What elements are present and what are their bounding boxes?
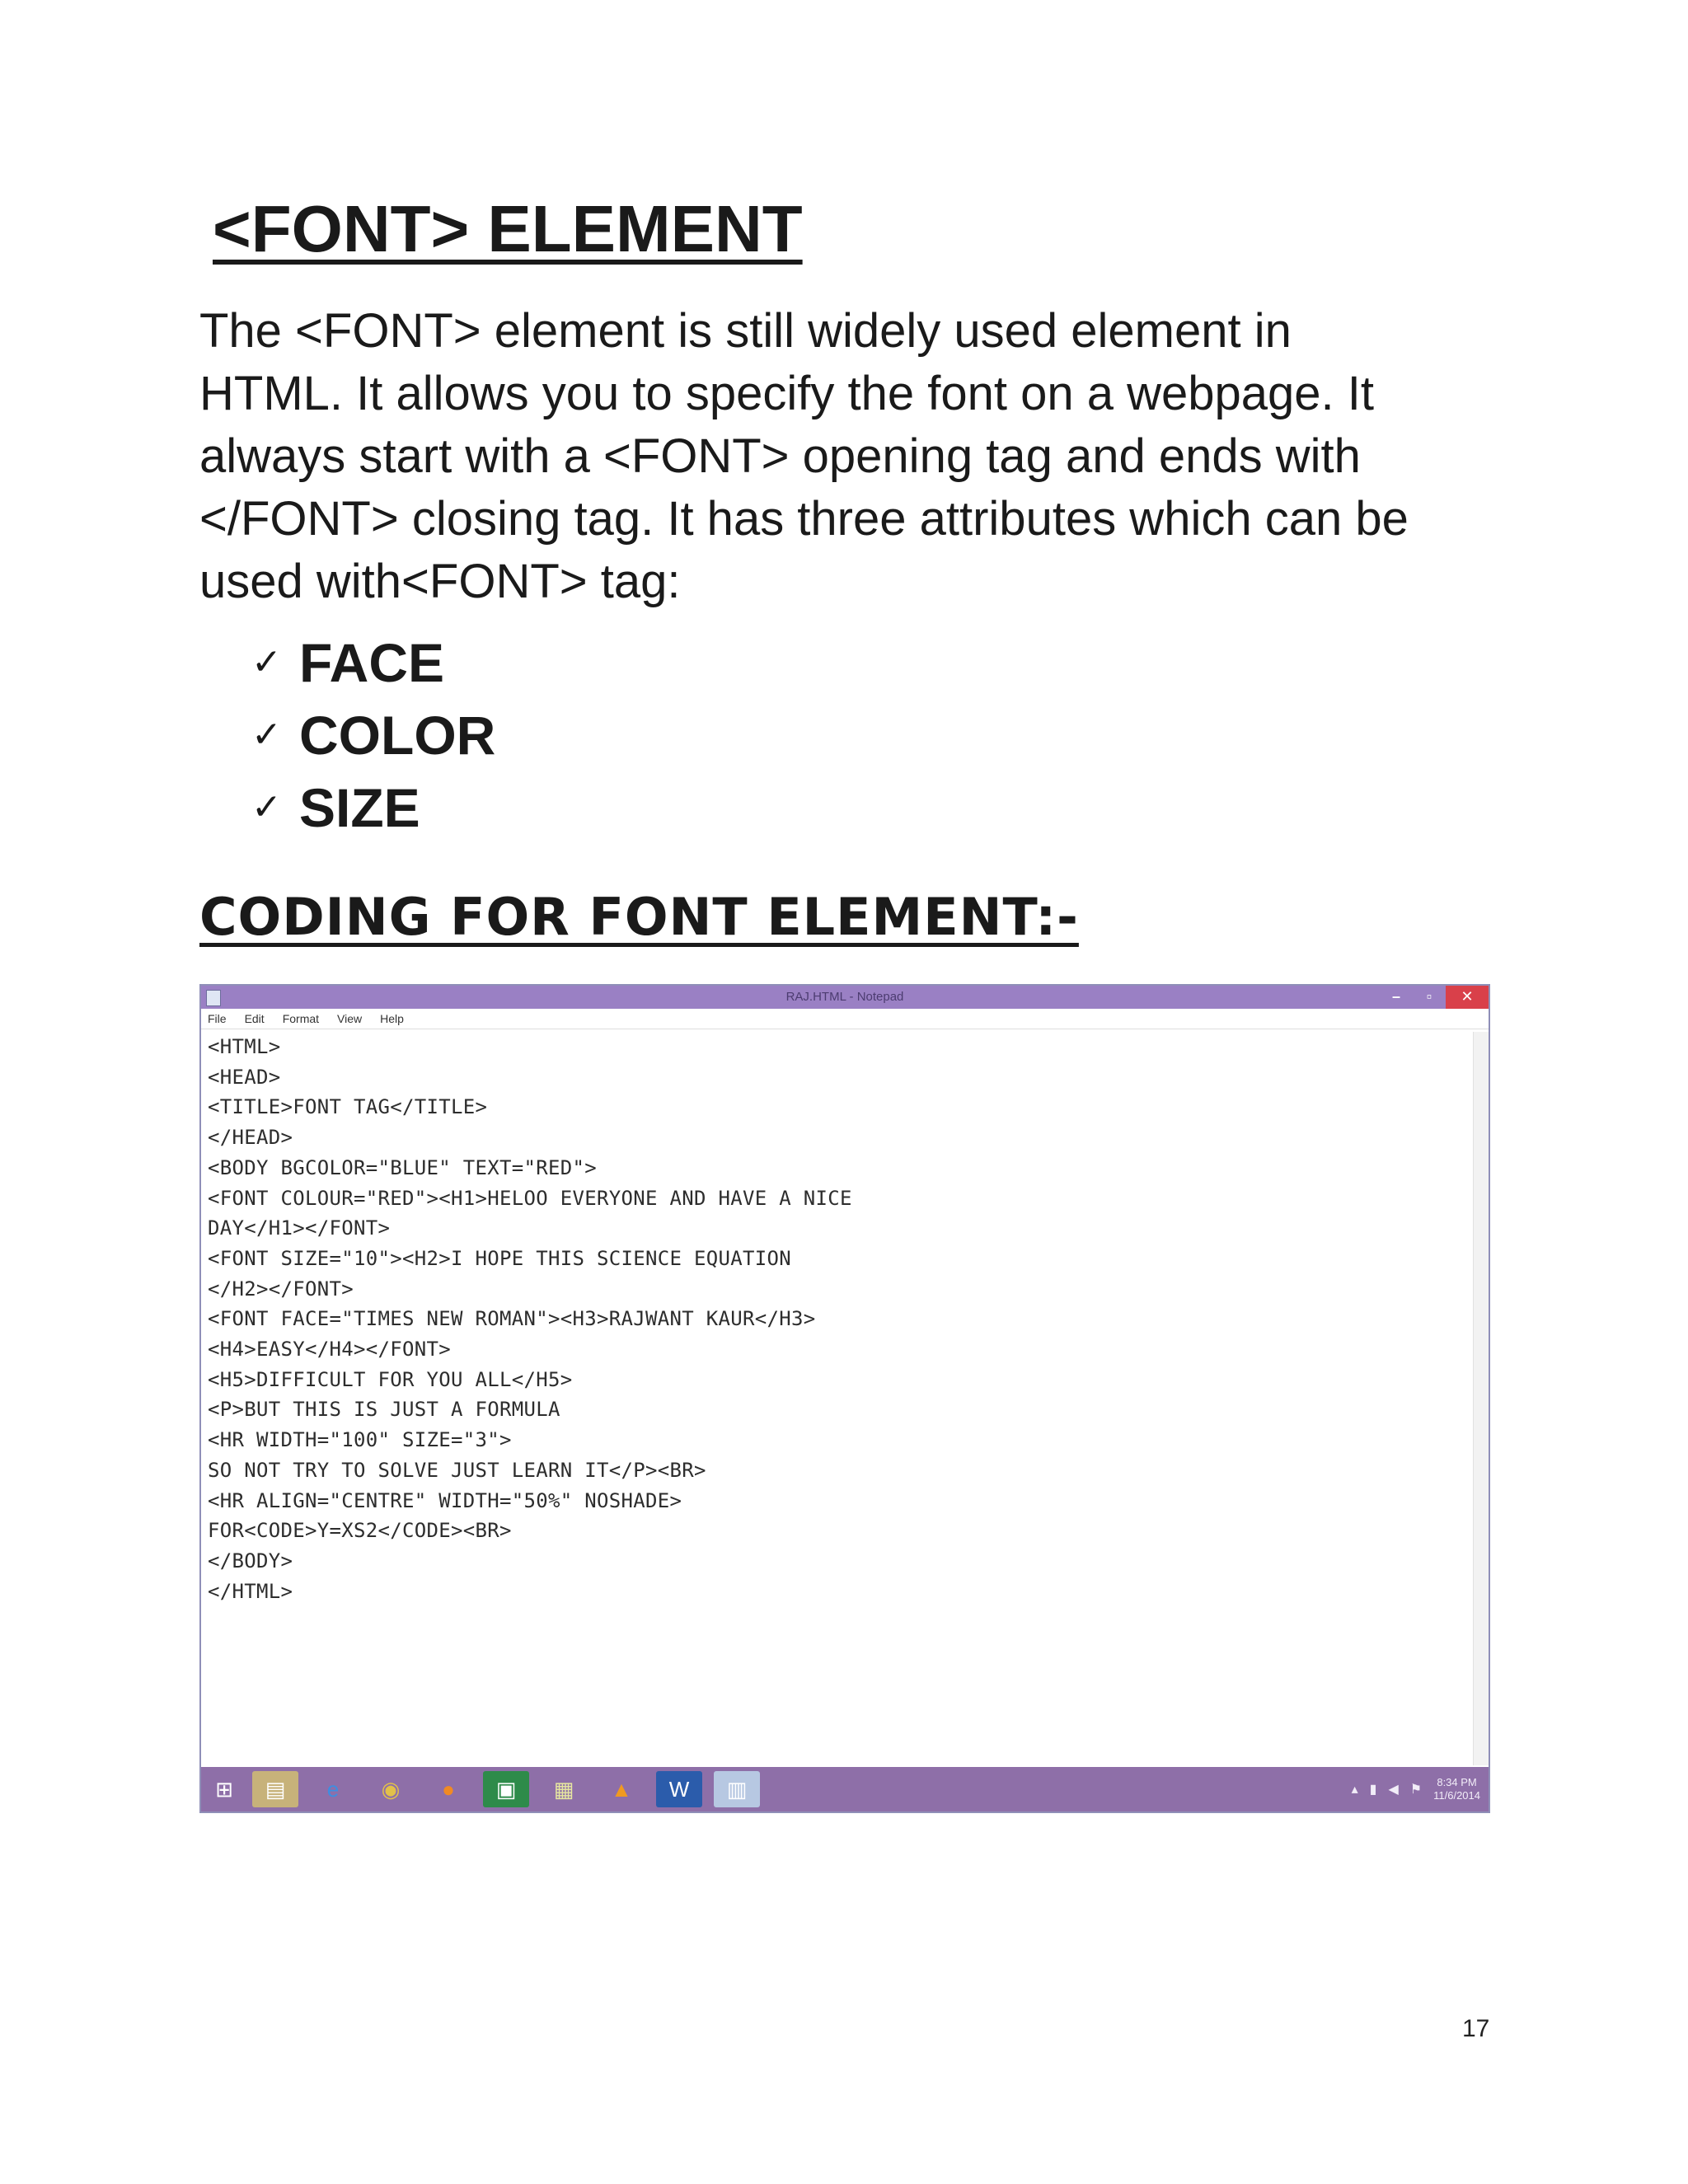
menu-view[interactable]: View bbox=[337, 1012, 363, 1025]
attribute-item bbox=[251, 626, 495, 699]
intro-line: HTML. It allows you to specify the font on a webpage. It bbox=[199, 367, 1374, 420]
menu-help[interactable]: Help bbox=[380, 1012, 404, 1025]
notepad-screenshot bbox=[199, 984, 1490, 1813]
intro-paragraph bbox=[199, 300, 1485, 613]
page-number: 17 bbox=[1462, 2015, 1490, 2042]
coding-heading: CODING FOR FONT ELEMENT:- bbox=[199, 887, 1079, 947]
taskbar bbox=[201, 1767, 1489, 1811]
attribute-item bbox=[251, 771, 495, 844]
calculator-icon[interactable]: ▦ bbox=[553, 1776, 574, 1802]
internet-explorer-icon[interactable]: e bbox=[326, 1776, 340, 1802]
taskbar-clock[interactable] bbox=[1433, 1776, 1480, 1802]
vlc-icon[interactable]: ▲ bbox=[611, 1776, 632, 1802]
attribute-item bbox=[251, 699, 495, 771]
checkmark-icon: ✓ bbox=[251, 714, 282, 756]
attribute-label: SIZE bbox=[299, 777, 420, 838]
firefox-icon[interactable]: ● bbox=[442, 1776, 455, 1802]
system-tray bbox=[1352, 1767, 1480, 1811]
attribute-label: COLOR bbox=[299, 705, 496, 766]
intro-line: The <FONT> element is still widely used element in bbox=[199, 304, 1292, 358]
checkmark-icon: ✓ bbox=[251, 786, 282, 828]
menu-format[interactable]: Format bbox=[282, 1012, 320, 1025]
menu-edit[interactable]: Edit bbox=[244, 1012, 265, 1025]
minimize-icon[interactable]: – bbox=[1391, 988, 1400, 1005]
menu-bar bbox=[201, 1009, 1489, 1029]
vertical-scrollbar[interactable] bbox=[1473, 1032, 1489, 1765]
word-icon[interactable]: W bbox=[656, 1771, 702, 1807]
maximize-icon[interactable]: ▫ bbox=[1426, 988, 1432, 1005]
store-icon[interactable]: ▣ bbox=[483, 1771, 529, 1807]
window-titlebar bbox=[201, 986, 1489, 1009]
tray-arrow-icon[interactable]: ▴ bbox=[1351, 1783, 1358, 1797]
chrome-icon[interactable]: ◉ bbox=[381, 1776, 401, 1802]
volume-icon[interactable]: ◀ bbox=[1388, 1783, 1399, 1797]
clock-date: 11/6/2014 bbox=[1433, 1789, 1480, 1802]
code-editor[interactable]: <HTML> <HEAD> <TITLE>FONT TAG</TITLE> </HEAD> <BODY BGCOLOR="BLUE" TEXT="RED"> <FONT COLOUR="RED"><H1>HELOO EVERYONE AND HAVE A NICE DAY</H1></FONT> <FONT SIZE="10"><H2>I HOPE THIS SCIENCE EQUATION </H2></FONT> <FONT FACE="TIMES NEW ROMAN"><H3>RAJWANT KAUR</H3> <H4>EASY</H4></FONT> <H5>DIFFICULT FOR YOU ALL</H5> <P>BUT THIS IS JUST A FORMULA <HR WIDTH="100" SIZE="3"> SO NOT TRY TO SOLVE JUST LEARN IT</P><BR> <HR ALIGN="CENTRE" WIDTH="50%" NOSHADE> FOR<CODE>Y=XS2</CODE><BR> </BODY> </HTML> bbox=[208, 1035, 852, 1603]
page-heading: <FONT> ELEMENT bbox=[213, 192, 803, 265]
network-icon[interactable]: ▮ bbox=[1369, 1783, 1377, 1797]
close-icon[interactable]: ✕ bbox=[1446, 986, 1489, 1009]
window-title: RAJ.HTML - Notepad bbox=[785, 990, 904, 1004]
checkmark-icon: ✓ bbox=[251, 641, 282, 683]
menu-file[interactable]: File bbox=[208, 1012, 227, 1025]
intro-line: </FONT> closing tag. It has three attributes which can be bbox=[199, 492, 1409, 546]
file-explorer-icon[interactable]: ▤ bbox=[252, 1771, 298, 1807]
intro-line: always start with a <FONT> opening tag and ends with bbox=[199, 429, 1361, 483]
windows-start-icon[interactable]: ⊞ bbox=[215, 1776, 233, 1802]
attribute-list bbox=[251, 626, 495, 844]
attribute-label: FACE bbox=[299, 632, 445, 693]
flag-icon[interactable]: ⚑ bbox=[1409, 1783, 1423, 1797]
notepad-taskbar-icon[interactable]: ▥ bbox=[714, 1771, 760, 1807]
clock-time: 8:34 PM bbox=[1437, 1776, 1477, 1788]
window-controls bbox=[1380, 986, 1489, 1009]
intro-line: used with<FONT> tag: bbox=[199, 555, 681, 608]
